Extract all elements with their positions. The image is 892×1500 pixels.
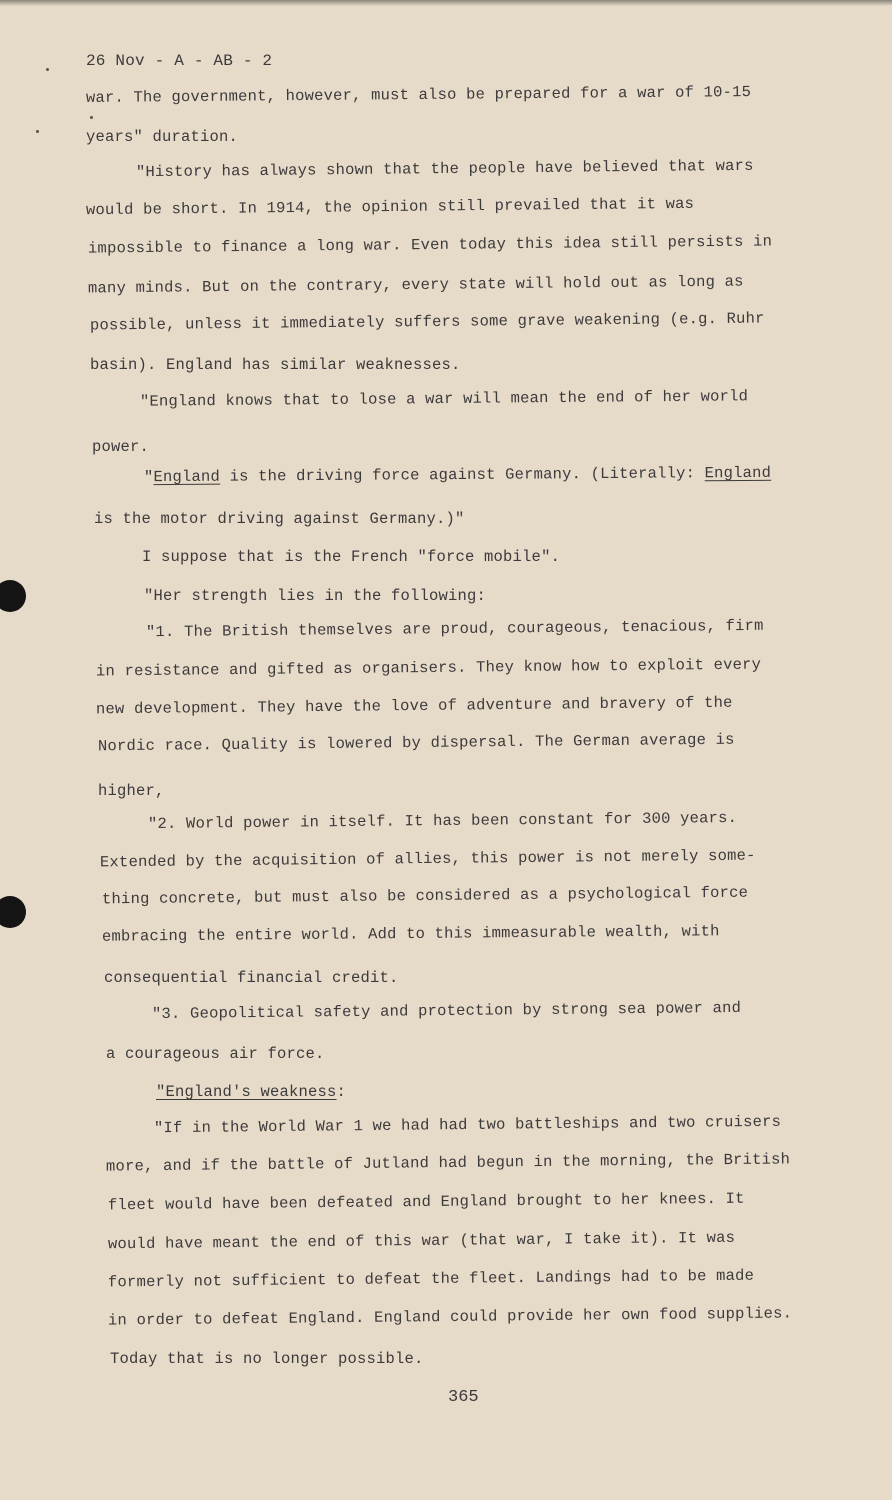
text-line: would be short. In 1914, the opinion still prevailed that it was: [85, 194, 695, 220]
text-line: [156, 1083, 346, 1101]
text-line: many minds. But on the contrary, every state will hold out as long as: [87, 272, 744, 298]
text-line: new development. They have the love of adventure and bravery of the: [95, 693, 733, 719]
text-line: Extended by the acquisition of allies, this power is not merely some-: [99, 846, 756, 872]
punch-hole-upper: [0, 580, 26, 612]
text-line: basin). England has similar weaknesses.: [90, 356, 461, 374]
text-line: [144, 464, 771, 486]
text-fragment: ": [143, 468, 154, 487]
page-number: 365: [448, 1388, 479, 1407]
text-line: "If in the World War 1 we had had two battleships and two cruisers: [153, 1112, 782, 1138]
text-line: impossible to finance a long war. Even today this idea still persists in: [87, 232, 773, 258]
underlined-word: England: [704, 463, 772, 483]
text-line: a courageous air force.: [106, 1045, 325, 1063]
text-line: "Her strength lies in the following:: [144, 587, 487, 605]
text-line: is the motor driving against Germany.)": [94, 510, 465, 528]
text-line: higher,: [98, 782, 165, 800]
text-line: "3. Geopolitical safety and protection by strong sea power and: [151, 998, 742, 1024]
text-line: "1. The British themselves are proud, courageous, tenacious, firm: [145, 616, 764, 642]
ink-speck: [36, 130, 39, 133]
text-line: "History has always shown that the people have believed that wars: [135, 156, 754, 182]
text-line: more, and if the battle of Jutland had begun in the morning, the British: [105, 1150, 791, 1176]
text-fragment: :: [336, 1083, 347, 1101]
underlined-word: England: [153, 467, 221, 487]
text-line: would have meant the end of this war (that war, I take it). It was: [107, 1228, 736, 1254]
text-line: "England knows that to lose a war will mean the end of her world: [139, 387, 749, 411]
text-line: formerly not sufficient to defeat the fleet. Landings had to be made: [107, 1266, 755, 1292]
text-line: Nordic race. Quality is lowered by dispersal. The German average is: [97, 730, 735, 756]
text-line: in resistance and gifted as organisers. They know how to exploit every: [95, 655, 762, 681]
text-line: in order to defeat England. England could provide her own food supplies.: [107, 1304, 793, 1330]
text-line: power.: [92, 438, 150, 456]
text-line: thing concrete, but must also be considered as a psychological force: [101, 883, 749, 909]
underlined-phrase: ": [156, 1083, 166, 1101]
page-top-edge: [0, 0, 892, 6]
punch-hole-lower: [0, 896, 26, 928]
text-line: consequential financial credit.: [104, 969, 399, 987]
text-line: "2. World power in itself. It has been constant for 300 years.: [147, 808, 738, 834]
text-line: fleet would have been defeated and England brought to her knees. It: [107, 1189, 745, 1215]
text-fragment: is the driving force against Germany. (Literally:: [219, 464, 705, 486]
text-line: war. The government, however, must also be prepared for a war of 10-15: [85, 83, 752, 107]
underlined-phrase: England's weakness: [165, 1083, 337, 1101]
text-line: I suppose that is the French "force mobile".: [142, 548, 561, 566]
text-line: embracing the entire world. Add to this immeasurable wealth, with: [101, 922, 720, 946]
document-header: 26 Nov - A - AB - 2: [86, 52, 273, 70]
text-line: years" duration.: [86, 128, 239, 146]
ink-speck: [90, 116, 93, 119]
ink-speck: [46, 68, 49, 71]
text-line: possible, unless it immediately suffers some grave weakening (e.g. Ruhr: [89, 309, 765, 335]
text-line: Today that is no longer possible.: [110, 1350, 424, 1368]
